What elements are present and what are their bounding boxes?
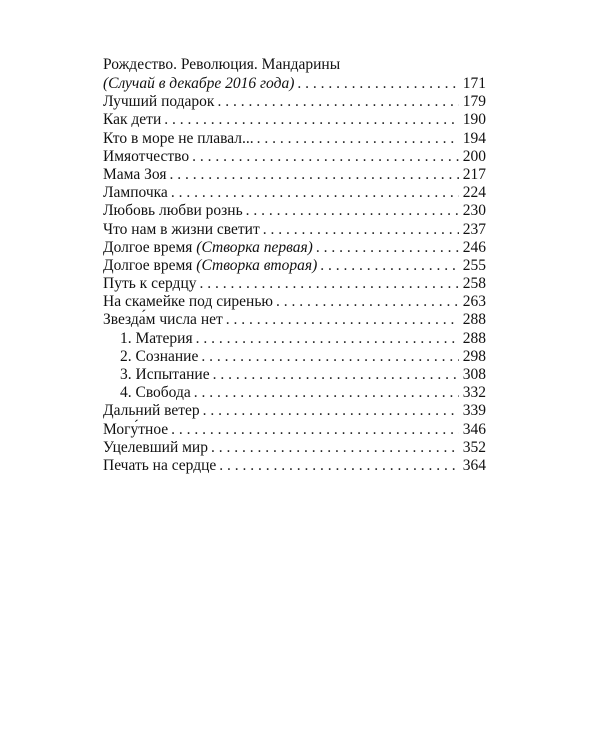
dot-leader xyxy=(213,366,459,384)
dot-leader xyxy=(246,202,459,220)
toc-entry-title: Печать на сердце xyxy=(103,456,217,474)
toc-entry xyxy=(103,111,486,129)
toc-subentry xyxy=(103,330,486,348)
toc-entry xyxy=(103,311,486,329)
toc-entry-page: 255 xyxy=(462,256,486,274)
dot-leader xyxy=(200,275,460,293)
toc-entry-page: 230 xyxy=(462,202,486,220)
toc-entry-title: Лампочка xyxy=(103,184,168,202)
dot-leader xyxy=(164,111,459,129)
toc-entry xyxy=(103,439,486,457)
dot-leader xyxy=(169,166,459,184)
toc-heading: Рождество. Революция. Мандарины xyxy=(103,56,341,73)
toc-entry-title: Лучший подарок xyxy=(103,93,215,111)
toc-entry-title: Что нам в жизни светит xyxy=(103,220,260,238)
dot-leader xyxy=(263,221,459,239)
dot-leader xyxy=(203,402,459,420)
toc-entry xyxy=(103,293,486,311)
toc-entry-title: Уцелевший мир xyxy=(103,438,208,456)
toc-entry xyxy=(103,75,486,93)
toc-entry-page: 217 xyxy=(462,165,486,183)
toc-entry-title: Мама Зоя xyxy=(103,165,167,183)
table-of-contents xyxy=(103,56,486,475)
dot-leader xyxy=(171,421,459,439)
toc-entry xyxy=(103,130,486,148)
toc-entry-page: 258 xyxy=(462,275,486,293)
toc-entry-title: 1. Материя xyxy=(120,329,193,347)
toc-entry-title: Как дети xyxy=(103,111,162,129)
toc-entry-page: 179 xyxy=(462,93,486,111)
dot-leader xyxy=(192,148,459,166)
toc-entry xyxy=(103,148,486,166)
toc-entry xyxy=(103,202,486,220)
toc-entry-title: Долгое время (Створка вторая) xyxy=(103,256,318,274)
toc-entry-page: 200 xyxy=(462,147,486,165)
toc-subentry xyxy=(103,366,486,384)
toc-entry-page: 346 xyxy=(462,420,486,438)
dot-leader xyxy=(196,330,459,348)
toc-entry-title: Могу́тное xyxy=(103,420,169,438)
toc-entry-title: Путь к сердцу xyxy=(103,275,197,293)
toc-entry-page: 288 xyxy=(462,329,486,347)
dot-leader xyxy=(171,184,459,202)
toc-entry xyxy=(103,402,486,420)
toc-entry xyxy=(103,221,486,239)
toc-entry-title: На скамейке под сиренью xyxy=(103,293,273,311)
toc-entry-page: 339 xyxy=(462,402,486,420)
toc-entry-page: 288 xyxy=(462,311,486,329)
toc-subentry xyxy=(103,384,486,402)
toc-entry-title: Долгое время (Створка первая) xyxy=(103,238,313,256)
toc-entry-title: 3. Испытание xyxy=(120,366,210,383)
toc-entry-title: (Случай в декабре 2016 года) xyxy=(103,75,295,92)
toc-entry-title: Любовь любви рознь xyxy=(103,202,243,220)
toc-entry-page: 298 xyxy=(462,347,486,365)
toc-entry xyxy=(103,421,486,439)
dot-leader xyxy=(297,75,459,93)
toc-entry xyxy=(103,93,486,111)
dot-leader xyxy=(219,457,459,475)
dot-leader xyxy=(201,348,459,366)
toc-subentry xyxy=(103,348,486,366)
dot-leader xyxy=(276,293,459,311)
toc-entry-page: 190 xyxy=(462,111,486,129)
toc-entry xyxy=(103,239,486,257)
toc-entry-page: 224 xyxy=(462,184,486,202)
toc-entry-page: 364 xyxy=(462,456,486,474)
toc-entry-title: Кто в море не плавал... xyxy=(103,129,254,147)
dot-leader xyxy=(257,130,459,148)
toc-entry-page: 263 xyxy=(462,293,486,311)
toc-entry-page: 194 xyxy=(462,129,486,147)
dot-leader xyxy=(320,257,459,275)
toc-entry xyxy=(103,257,486,275)
toc-entry-page: 171 xyxy=(462,75,486,92)
dot-leader xyxy=(194,384,459,402)
toc-entry-title: 2. Сознание xyxy=(120,347,199,365)
toc-entry-title: 4. Свобода xyxy=(120,384,191,402)
toc-entry-title: Имяотчество xyxy=(103,147,190,165)
dot-leader xyxy=(226,311,459,329)
toc-entry-page: 352 xyxy=(462,438,486,456)
toc-entry xyxy=(103,166,486,184)
toc-entry-page: 332 xyxy=(462,384,486,402)
toc-entry-title: Дальний ветер xyxy=(103,402,200,420)
toc-entry xyxy=(103,457,486,475)
dot-leader xyxy=(211,439,459,457)
toc-entry-page: 246 xyxy=(462,238,486,256)
toc-entry-page: 237 xyxy=(462,220,486,238)
toc-entry-page: 308 xyxy=(462,366,486,383)
toc-entry xyxy=(103,184,486,202)
dot-leader xyxy=(316,239,459,257)
toc-entry xyxy=(103,275,486,293)
toc-entry-title: Звезда́м числа нет xyxy=(103,311,223,329)
dot-leader xyxy=(217,93,459,111)
